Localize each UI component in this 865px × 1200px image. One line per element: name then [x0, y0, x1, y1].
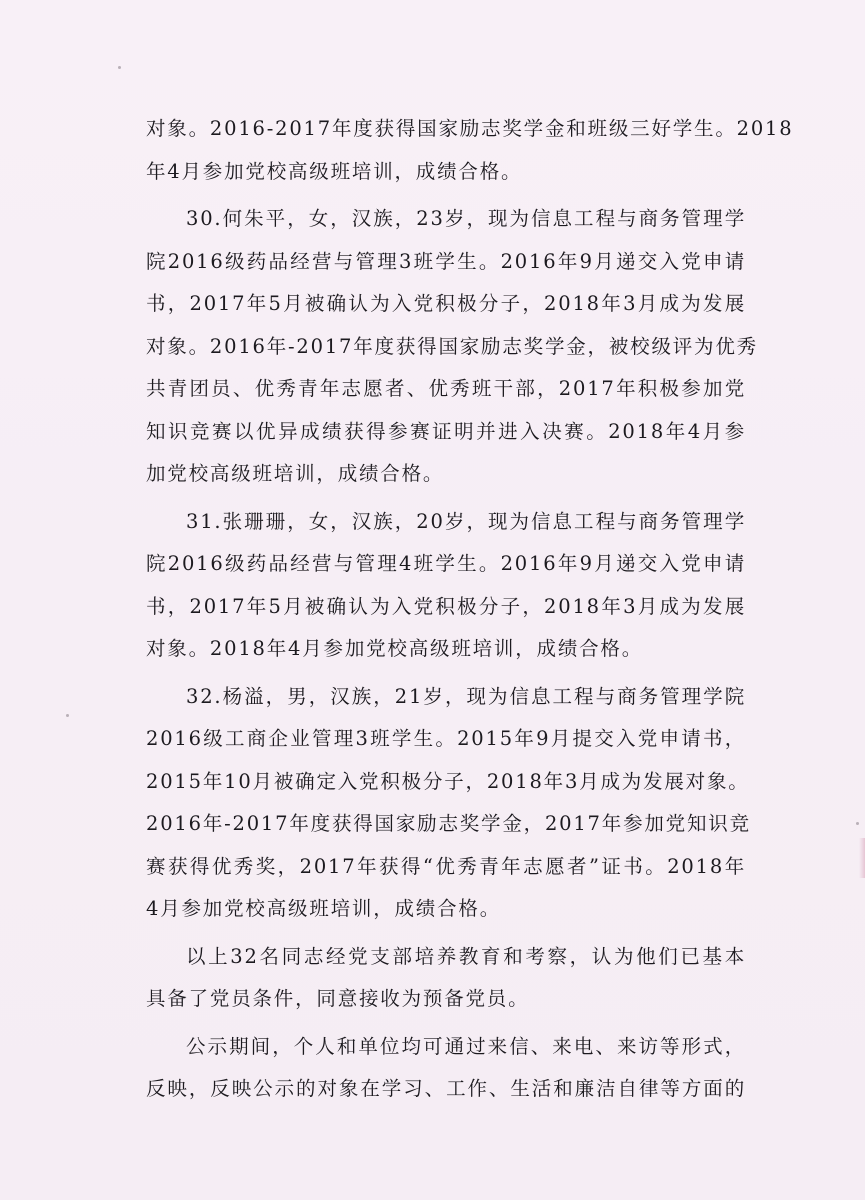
- scan-edge-mark: [859, 838, 865, 878]
- paragraph-candidate-31: [146, 501, 746, 671]
- text-line: 共青团员、优秀青年志愿者、优秀班干部，2017年积极参加党: [146, 377, 746, 400]
- text-line: 具备了党员条件，同意接收为预备党员。: [146, 987, 530, 1010]
- paragraph-candidate-32: [146, 676, 751, 931]
- text-line: 院2016级药品经营与管理3班学生。2016年9月递交入党申请: [146, 249, 746, 273]
- text-line: 年4月参加党校高级班培训，成绩合格。: [146, 159, 523, 183]
- paragraph-summary: [146, 936, 746, 1021]
- text-line: 2015年10月被确定入党积极分子，2018年3月成为发展对象。: [146, 769, 750, 793]
- text-line: 30.何朱平，女，汉族，23岁，现为信息工程与商务管理学: [186, 207, 746, 230]
- text-line: 赛获得优秀奖，2017年获得“优秀青年志愿者”证书。2018年: [146, 854, 746, 878]
- text-line: 对象。2016年-2017年度获得国家励志奖学金，被校级评为优秀: [146, 334, 758, 358]
- text-line: 32.杨溢，男，汉族，21岁，现为信息工程与商务管理学院: [186, 684, 746, 708]
- text-line: 4月参加党校高级班培训，成绩合格。: [146, 897, 502, 920]
- text-line: 加党校高级班培训，成绩合格。: [146, 462, 445, 485]
- text-line: 反映，反映公示的对象在学习、工作、生活和廉洁自律等方面的: [146, 1077, 746, 1100]
- paragraph-notice: [146, 1026, 746, 1111]
- text-line: 对象。2016-2017年度获得国家励志奖学金和班级三好学生。2018: [146, 117, 794, 140]
- text-line: 对象。2018年4月参加党校高级班培训，成绩合格。: [146, 637, 644, 660]
- text-line: 知识竞赛以优异成绩获得参赛证明并进入决赛。2018年4月参: [146, 419, 746, 443]
- paragraph-continuation: [146, 108, 794, 193]
- scan-speck: [856, 822, 859, 825]
- text-line: 2016年-2017年度获得国家励志奖学金，2017年参加党知识竞: [146, 812, 751, 835]
- text-line: 以上32名同志经党支部培养教育和考察，认为他们已基本: [186, 944, 746, 968]
- text-line: 书，2017年5月被确认为入党积极分子，2018年3月成为发展: [146, 594, 746, 618]
- text-line: 书，2017年5月被确认为入党积极分子，2018年3月成为发展: [146, 292, 746, 315]
- scan-speck: [66, 714, 69, 717]
- text-line: 院2016级药品经营与管理4班学生。2016年9月递交入党申请: [146, 552, 746, 575]
- text-line: 公示期间，个人和单位均可通过来信、来电、来访等形式，: [186, 1034, 746, 1058]
- paragraph-candidate-30: [146, 198, 758, 496]
- text-line: 2016级工商企业管理3班学生。2015年9月提交入党申请书，: [146, 727, 746, 750]
- scan-speck: [118, 66, 121, 69]
- text-line: 31.张珊珊，女，汉族，20岁，现为信息工程与商务管理学: [186, 509, 746, 533]
- document-body: [146, 108, 794, 1116]
